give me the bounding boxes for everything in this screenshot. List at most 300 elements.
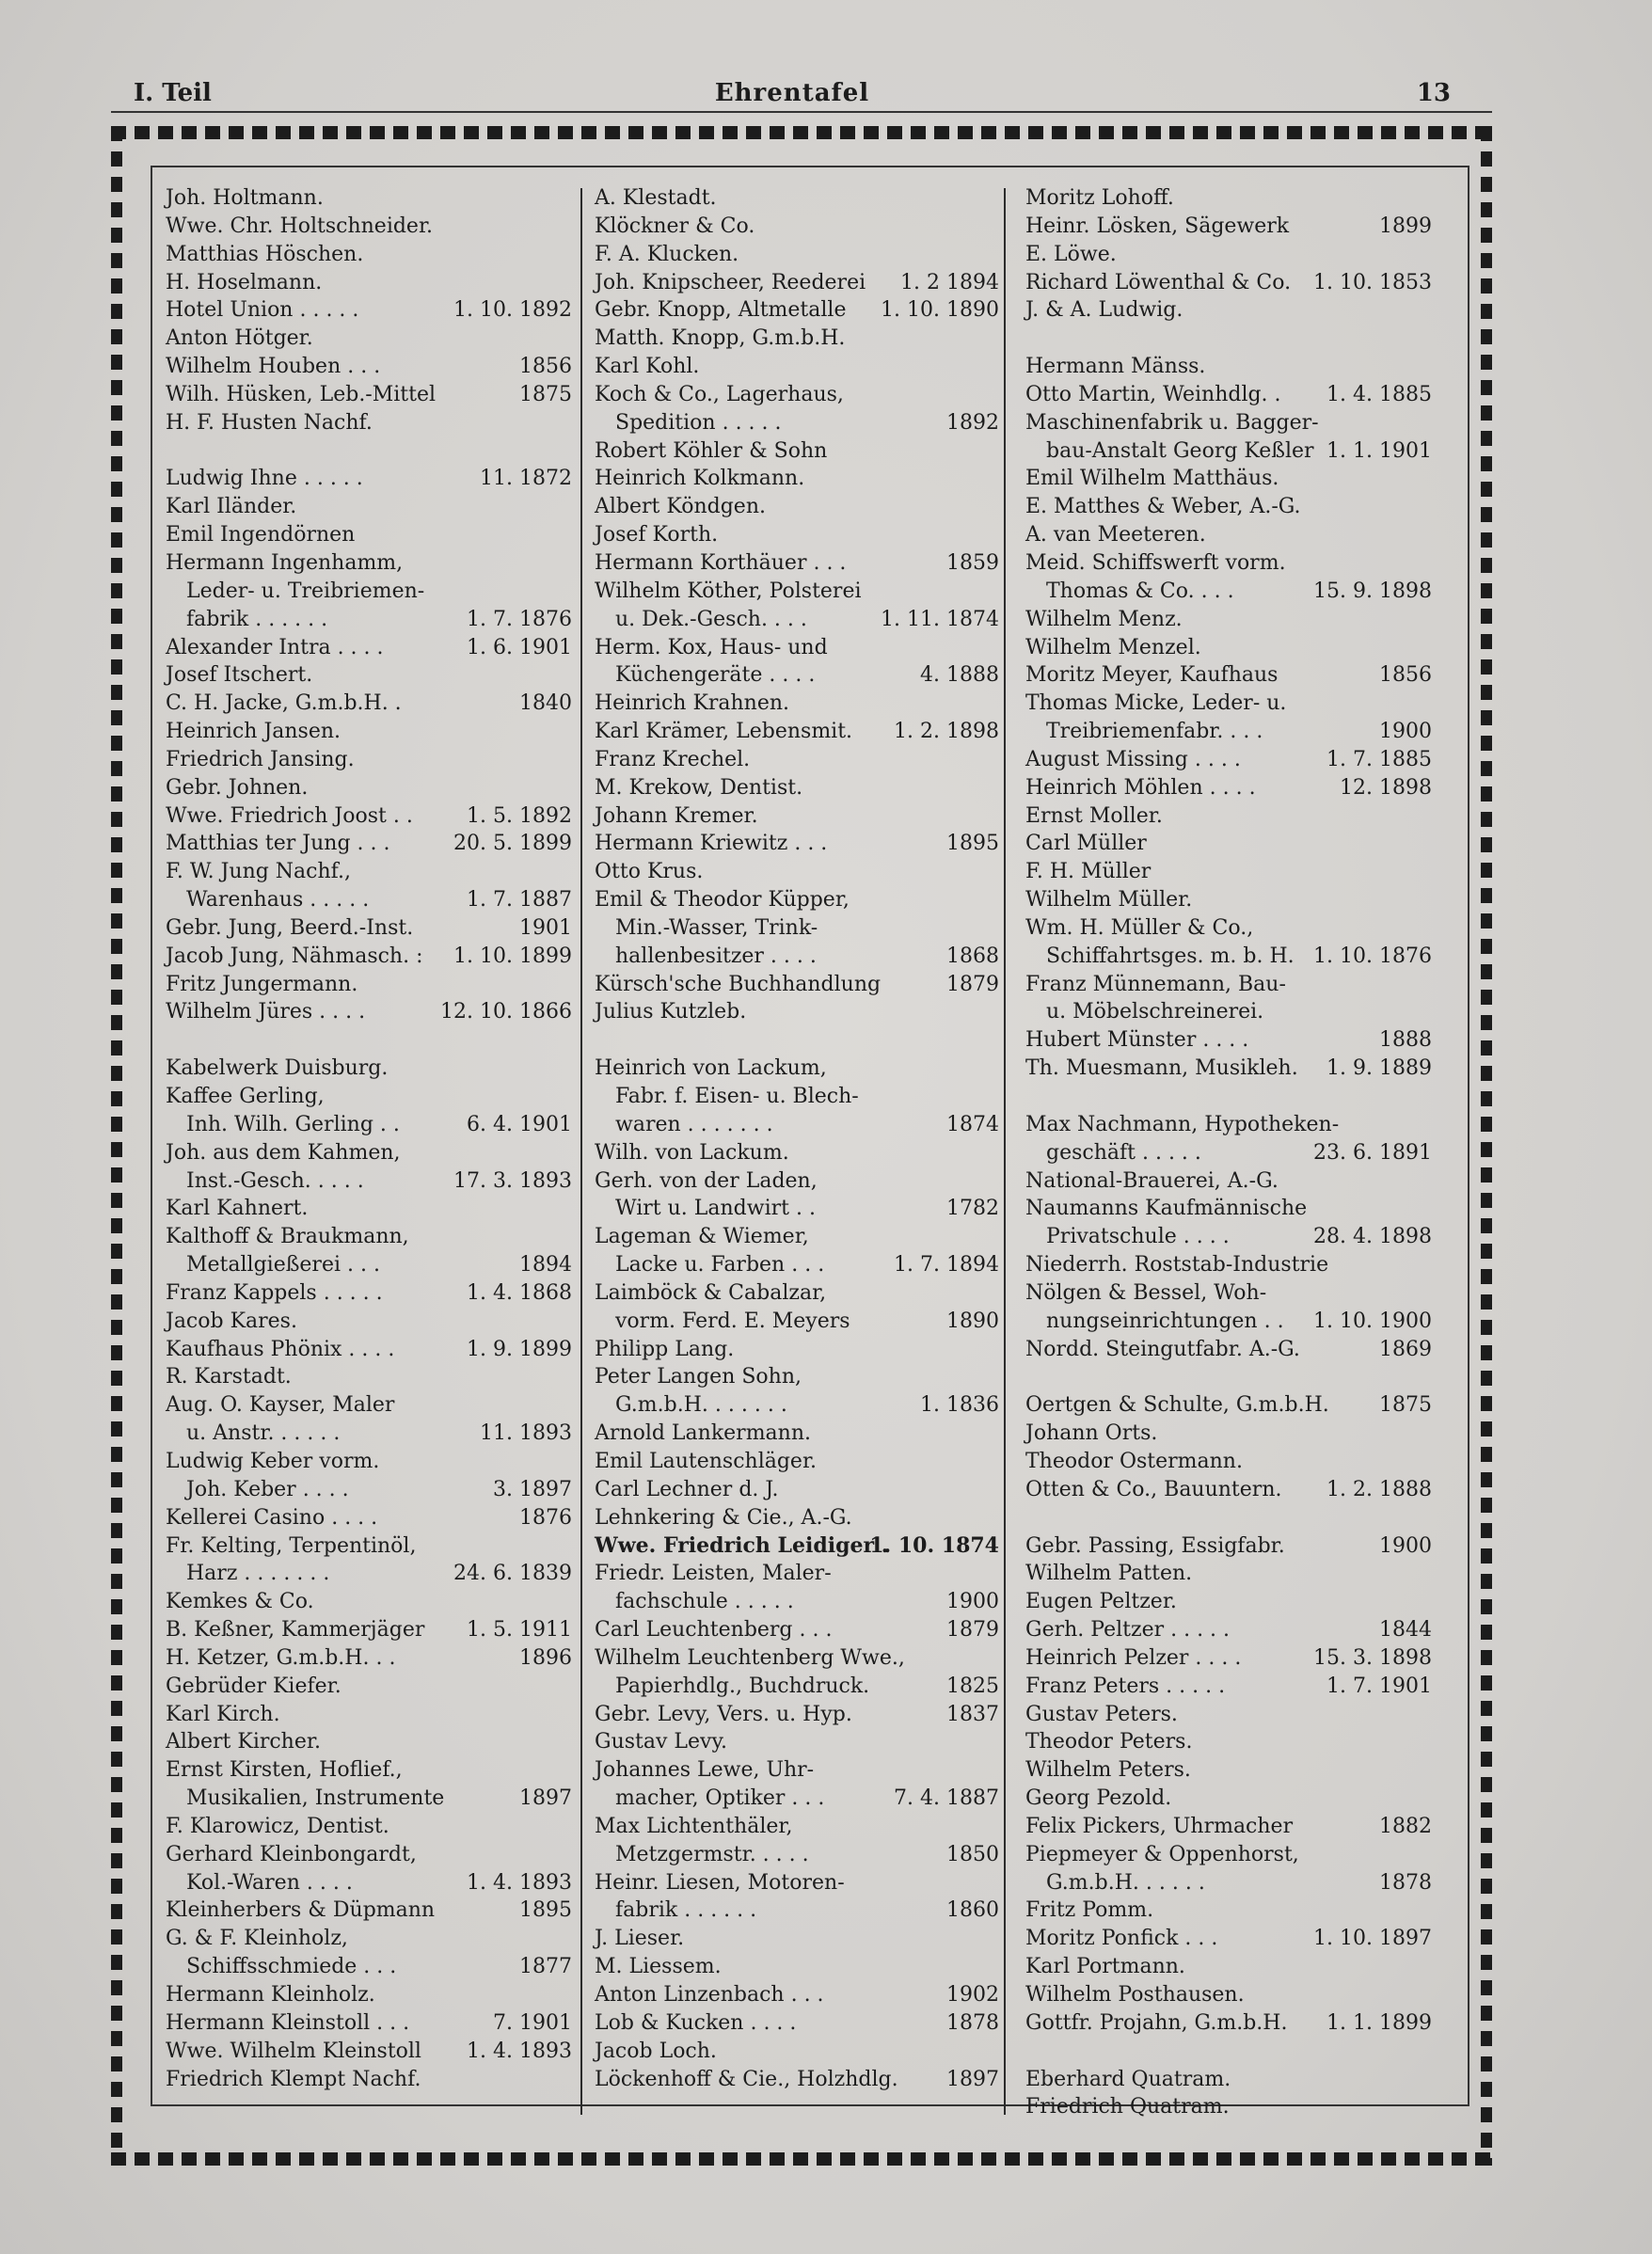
entry-date: 1. 1. 1899: [1326, 2010, 1432, 2035]
list-item: [595, 213, 999, 241]
spacer: [1025, 1363, 1432, 1391]
entry-name: Wilh. von Lackum.: [595, 1140, 789, 1165]
page-title: Ehrentafel: [714, 79, 870, 107]
entry-name: Klöckner & Co.: [595, 214, 755, 238]
entry-name: Wwe. Chr. Holtschneider.: [166, 214, 434, 238]
entry-name: Gebrüder Kiefer.: [166, 1674, 342, 1698]
list-item: [595, 1869, 999, 1897]
entry-name: Fabr. f. Eisen- u. Blech-: [615, 1085, 859, 1108]
entry-date: 1901: [519, 915, 572, 940]
entry-name: Karl Kohl.: [595, 355, 700, 379]
entry-name: Philipp Lang.: [595, 1337, 735, 1361]
entry-name: Kabelwerk Duisburg.: [166, 1056, 389, 1081]
entry-date: 1900: [1379, 720, 1432, 744]
list-item: [166, 998, 572, 1026]
list-item: [166, 914, 572, 943]
entry-date: 1876: [519, 1505, 572, 1530]
entry-name: Eugen Peltzer.: [1025, 1590, 1177, 1614]
entry-date: 11. 1872: [480, 467, 572, 491]
entry-name: hallenbesitzer . . . .: [615, 944, 817, 968]
list-item: [166, 521, 572, 549]
border-bottom: [111, 2152, 1492, 2166]
list-item: [595, 1701, 999, 1729]
entry-name: Gerhard Kleinbongardt,: [166, 1842, 417, 1866]
entry-name: Hermann Korthäuer . . .: [595, 550, 847, 575]
list-item: [166, 1195, 572, 1223]
entry-date: 15. 9. 1898: [1313, 579, 1432, 603]
entry-name: Matthias ter Jung . . .: [166, 832, 390, 856]
entry-name: Wilhelm Jüres . . . .: [166, 1000, 366, 1024]
list-item: [166, 634, 572, 662]
entry-name: Theodor Ostermann.: [1025, 1449, 1243, 1473]
page-number: 13: [1416, 79, 1451, 107]
list-item: [166, 1644, 572, 1673]
entry-date: 1900: [1379, 1533, 1432, 1558]
entry-date: 1875: [519, 382, 572, 406]
entry-date: 1. 5. 1892: [467, 803, 572, 828]
list-item: [166, 465, 572, 493]
entry-name: Hermann Kleinholz.: [166, 1983, 375, 2007]
list-item: [1025, 746, 1432, 774]
list-item: [1025, 1111, 1432, 1139]
entry-name: u. Möbelschreinerei.: [1046, 1000, 1264, 1024]
list-item: [1025, 1448, 1432, 1476]
list-item: [166, 1701, 572, 1729]
list-item: [166, 409, 572, 437]
list-item: [166, 381, 572, 409]
entry-date: 28. 4. 1898: [1313, 1225, 1432, 1249]
entry-date: 1897: [519, 1786, 572, 1811]
list-item: [1025, 606, 1432, 634]
list-item: [166, 1925, 572, 1953]
list-item: [595, 1363, 999, 1391]
entry-name: Gebr. Johnen.: [166, 775, 309, 800]
entry-name: Nölgen & Bessel, Woh-: [1025, 1280, 1267, 1305]
entry-name: Nordd. Steingutfabr. A.-G.: [1025, 1337, 1300, 1361]
list-item: [1025, 858, 1432, 886]
entry-name: August Missing . . . .: [1025, 747, 1241, 771]
list-item: [595, 1981, 999, 2009]
entry-date: 1882: [1379, 1814, 1432, 1838]
list-item: [166, 774, 572, 802]
list-item: [166, 830, 572, 858]
entry-name: H. Hoselmann.: [166, 270, 323, 294]
list-item: [1025, 1195, 1432, 1223]
list-item: [595, 998, 999, 1026]
entry-name: Inst.-Gesch. . . . .: [186, 1168, 364, 1193]
entry-date: 1860: [946, 1898, 999, 1923]
entry-name: Wwe. Friedrich Joost . .: [166, 803, 413, 828]
list-item: [1025, 1981, 1432, 2009]
entry-name: Albert Köndgen.: [595, 495, 766, 519]
entry-date: 1. 7. 1887: [467, 888, 572, 913]
entry-name: Fritz Pomm.: [1025, 1898, 1154, 1923]
list-item: [166, 718, 572, 746]
list-item: [166, 690, 572, 718]
entry-name: geschäft . . . . .: [1046, 1140, 1201, 1165]
entry-name: G.m.b.H. . . . . .: [1046, 1870, 1205, 1895]
header-rule: [111, 111, 1492, 113]
list-item: [166, 1391, 572, 1420]
entry-date: 1850: [946, 1842, 999, 1866]
list-item: [595, 353, 999, 381]
entry-name: Franz Kappels . . . . .: [166, 1280, 383, 1305]
entry-name: Metzgermstr. . . . .: [615, 1842, 809, 1866]
column-1: [166, 184, 572, 2093]
entry-name: Wilhelm Houben . . .: [166, 355, 381, 379]
entry-name: E. Matthes & Weber, A.-G.: [1025, 495, 1301, 519]
entry-name: Wilhelm Patten.: [1025, 1562, 1193, 1586]
entry-name: vorm. Ferd. E. Meyers: [615, 1309, 850, 1333]
entry-name: Joh. Holtmann.: [166, 186, 324, 210]
list-item: [166, 1953, 572, 1981]
entry-name: Julius Kutzleb.: [595, 1000, 747, 1024]
column-2: [595, 184, 999, 2093]
entry-name: Heinrich Möhlen . . . .: [1025, 775, 1256, 800]
entry-name: Emil Ingendörnen: [166, 523, 356, 548]
list-item: [1025, 774, 1432, 802]
entry-name: H. Ketzer, G.m.b.H. . .: [166, 1645, 396, 1670]
entry-date: 1856: [1379, 663, 1432, 688]
entry-name: Josef Korth.: [595, 523, 719, 548]
entry-name: B. Keßner, Kammerjäger: [166, 1618, 425, 1643]
entry-name: Privatschule . . . .: [1046, 1225, 1230, 1249]
list-item: [166, 1616, 572, 1644]
entry-name: Heinrich von Lackum,: [595, 1056, 827, 1081]
list-item: [595, 606, 999, 634]
entry-name: fabrik . . . . . .: [186, 607, 328, 631]
list-item: [595, 578, 999, 606]
entry-name: Georg Pezold.: [1025, 1786, 1172, 1811]
list-item: [595, 1560, 999, 1588]
border-right: [1481, 126, 1492, 2166]
entry-name: Heinrich Krahnen.: [595, 691, 790, 716]
entry-name: Lob & Kucken . . . .: [595, 2010, 797, 2035]
list-item: [1025, 1644, 1432, 1673]
list-item: [1025, 1813, 1432, 1841]
entry-name: Niederrh. Roststab-Industrie: [1025, 1253, 1329, 1278]
list-item: [166, 325, 572, 353]
entry-date: 1844: [1379, 1618, 1432, 1643]
list-item: [595, 943, 999, 971]
entry-name: Carl Müller: [1025, 832, 1147, 856]
entry-date: 1894: [519, 1253, 572, 1278]
entry-name: Friedr. Leisten, Maler-: [595, 1562, 832, 1586]
list-item: [166, 1728, 572, 1756]
list-item: [166, 1532, 572, 1561]
list-item: [1025, 1728, 1432, 1756]
list-item: [1025, 1701, 1432, 1729]
part-label: I. Teil: [134, 79, 212, 107]
entry-date: 11. 1893: [480, 1421, 572, 1446]
entry-date: 1899: [1379, 214, 1432, 238]
entry-name: J. Lieser.: [595, 1927, 685, 1951]
entry-date: 1878: [946, 2010, 999, 2035]
list-item: [1025, 1841, 1432, 1869]
entry-date: 1890: [946, 1309, 999, 1333]
list-item: [166, 1308, 572, 1336]
entry-name: Gebr. Knopp, Altmetalle: [595, 298, 847, 323]
entry-name: Schiffahrtsges. m. b. H.: [1046, 944, 1295, 968]
entry-name: Gebr. Passing, Essigfabr.: [1025, 1533, 1285, 1558]
entry-date: 1895: [519, 1898, 572, 1923]
list-item: [166, 1673, 572, 1701]
list-item: [1025, 578, 1432, 606]
list-item: [1025, 1223, 1432, 1251]
entry-name: F. H. Müller: [1025, 860, 1152, 884]
entry-date: 1. 2. 1888: [1326, 1477, 1432, 1501]
list-item: [595, 1785, 999, 1813]
entry-name: Max Nachmann, Hypotheken-: [1025, 1112, 1340, 1136]
entry-name: Kaffee Gerling,: [166, 1085, 325, 1108]
entry-date: 1868: [946, 944, 999, 968]
list-item: [595, 296, 999, 325]
list-item: [166, 2009, 572, 2038]
list-item: [595, 269, 999, 297]
entry-name: Oertgen & Schulte, G.m.b.H.: [1025, 1393, 1329, 1418]
entry-name: Moritz Meyer, Kaufhaus: [1025, 663, 1279, 688]
list-item: [595, 718, 999, 746]
entry-date: 1. 9. 1889: [1326, 1056, 1432, 1081]
entry-name: Maschinenfabrik u. Bagger-: [1025, 410, 1319, 435]
list-item: [166, 1083, 572, 1111]
list-item: [166, 578, 572, 606]
list-item: [1025, 1560, 1432, 1588]
list-item: [595, 1841, 999, 1869]
list-item: [595, 1813, 999, 1841]
list-item: [1025, 2066, 1432, 2094]
entry-name: Johannes Lewe, Uhr-: [595, 1758, 815, 1783]
entry-date: 7. 4. 1887: [894, 1786, 999, 1811]
entry-date: 1. 10. 1892: [453, 298, 572, 323]
list-item: [166, 1869, 572, 1897]
list-item: [1025, 1308, 1432, 1336]
entry-name: u. Dek.-Gesch. . . .: [615, 607, 807, 631]
running-head: [134, 79, 1451, 113]
entry-name: u. Anstr. . . . . .: [186, 1421, 341, 1446]
list-item: [1025, 802, 1432, 831]
list-item: [1025, 1785, 1432, 1813]
entry-date: 1859: [946, 550, 999, 575]
entry-name: Schiffsschmiede . . .: [186, 1955, 397, 1979]
entry-name: Piepmeyer & Oppenhorst,: [1025, 1842, 1299, 1866]
entry-name: Kalthoff & Braukmann,: [166, 1225, 409, 1249]
list-item: [1025, 1673, 1432, 1701]
list-item: [595, 1588, 999, 1616]
list-item: [595, 1391, 999, 1420]
entry-name: Thomas Micke, Leder- u.: [1025, 691, 1287, 716]
entry-name: Ernst Kirsten, Hoflief.,: [166, 1758, 403, 1783]
list-item: [1025, 1476, 1432, 1504]
entry-name: Matth. Knopp, G.m.b.H.: [595, 326, 846, 351]
entry-date: 3. 1897: [493, 1477, 572, 1501]
entry-date: 15. 3. 1898: [1313, 1645, 1432, 1670]
entry-date: 1897: [946, 2067, 999, 2091]
entry-name: Kemkes & Co.: [166, 1590, 314, 1614]
entry-name: Papierhdlg., Buchdruck.: [615, 1674, 870, 1698]
list-item: [166, 886, 572, 914]
entry-name: Josef Itschert.: [166, 663, 313, 688]
list-item: [595, 1195, 999, 1223]
list-item: [1025, 241, 1432, 269]
list-item: [1025, 886, 1432, 914]
list-item: [166, 1336, 572, 1364]
entry-name: Wilhelm Leuchtenberg Wwe.,: [595, 1645, 905, 1670]
list-item: [1025, 718, 1432, 746]
entry-date: 7. 1901: [493, 2010, 572, 2035]
entry-name: fachschule . . . . .: [615, 1590, 794, 1614]
list-item: [595, 1897, 999, 1925]
entry-name: A. Klestadt.: [595, 186, 717, 210]
list-item: [166, 1476, 572, 1504]
list-item: [595, 1251, 999, 1279]
list-item: [1025, 1897, 1432, 1925]
entry-name: Otten & Co., Bauuntern.: [1025, 1477, 1282, 1501]
list-item: [166, 549, 572, 578]
list-item: [595, 1448, 999, 1476]
list-item: [1025, 1532, 1432, 1561]
entry-name: C. H. Jacke, G.m.b.H. .: [166, 691, 402, 716]
list-item: [1025, 943, 1432, 971]
column-3: [1025, 184, 1432, 2121]
list-item: [595, 1420, 999, 1448]
list-item: [595, 858, 999, 886]
list-item: [1025, 493, 1432, 521]
entry-date: 1875: [1379, 1393, 1432, 1418]
entry-name: G. & F. Kleinholz,: [166, 1927, 348, 1951]
spacer: [595, 1026, 999, 1055]
entry-name: Franz Münnemann, Bau-: [1025, 972, 1286, 996]
entry-name: Kol.-Waren . . . .: [186, 1870, 353, 1895]
entry-name: Warenhaus . . . . .: [186, 888, 370, 913]
list-item: [166, 1560, 572, 1588]
list-item: [1025, 914, 1432, 943]
entry-name: Moritz Lohoff.: [1025, 186, 1174, 210]
entry-date: 1888: [1379, 1028, 1432, 1053]
list-item: [1025, 409, 1432, 437]
entry-name: J. & A. Ludwig.: [1025, 298, 1183, 323]
list-item: [595, 1644, 999, 1673]
entry-date: 1. 7. 1885: [1326, 747, 1432, 771]
entry-date: 1. 4. 1868: [467, 1280, 572, 1305]
list-item: [1025, 830, 1432, 858]
list-item: [595, 437, 999, 466]
entry-name: National-Brauerei, A.-G.: [1025, 1168, 1279, 1193]
entry-name: Fr. Kelting, Terpentinöl,: [166, 1533, 417, 1558]
entry-date: 1. 10. 1899: [453, 944, 572, 968]
entry-name: Jacob Kares.: [166, 1309, 297, 1333]
list-item: [1025, 1026, 1432, 1055]
list-item: [166, 1223, 572, 1251]
entry-name: Richard Löwenthal & Co.: [1025, 270, 1292, 294]
list-item: [166, 493, 572, 521]
entry-name: Johann Kremer.: [595, 803, 758, 828]
spacer: [166, 1026, 572, 1055]
entry-date: 1. 10. 1900: [1313, 1309, 1432, 1333]
list-item: [595, 1673, 999, 1701]
entry-name: Friedrich Klempt Nachf.: [166, 2067, 421, 2091]
spacer: [1025, 1083, 1432, 1111]
entry-name: Aug. O. Kayser, Maler: [166, 1393, 395, 1418]
list-item: [595, 1504, 999, 1532]
list-item: [595, 1476, 999, 1504]
list-item: [1025, 296, 1432, 325]
entry-date: 1. 10. 1853: [1313, 270, 1432, 294]
entry-name: Friedrich Jansing.: [166, 747, 355, 771]
list-item: [595, 1279, 999, 1308]
entry-name: F. W. Jung Nachf.,: [166, 860, 352, 884]
list-item: [166, 2038, 572, 2066]
list-item: [166, 353, 572, 381]
list-item: [595, 493, 999, 521]
list-item: [166, 1504, 572, 1532]
entry-name: Laimböck & Cabalzar,: [595, 1280, 827, 1305]
list-item: [1025, 2093, 1432, 2121]
entry-name: Carl Leuchtenberg . . .: [595, 1618, 833, 1643]
list-item: [595, 914, 999, 943]
list-item: [595, 774, 999, 802]
entry-date: 1. 9. 1899: [467, 1337, 572, 1361]
entry-name: Otto Krus.: [595, 860, 704, 884]
entry-name: Ludwig Ihne . . . . .: [166, 467, 363, 491]
list-item: [595, 1756, 999, 1785]
entry-date: 1. 11. 1874: [881, 607, 999, 631]
list-item: [166, 1756, 572, 1785]
entry-name: Gebr. Levy, Vers. u. Hyp.: [595, 1702, 852, 1726]
entry-name: F. Klarowicz, Dentist.: [166, 1814, 389, 1838]
entry-name: M. Liessem.: [595, 1955, 722, 1979]
entry-name: H. F. Husten Nachf.: [166, 410, 373, 435]
entry-name: Herm. Kox, Haus- und: [595, 635, 828, 659]
entry-date: 1. 5. 1911: [467, 1618, 572, 1643]
entry-date: 1. 7. 1894: [894, 1253, 999, 1278]
entry-name: Kleinherbers & Düpmann: [166, 1898, 436, 1923]
column-rule-1: [580, 188, 582, 2115]
list-item: [166, 1139, 572, 1167]
list-item: [595, 1308, 999, 1336]
entry-date: 1. 10. 1890: [881, 298, 999, 323]
entry-name: Alexander Intra . . . .: [166, 635, 384, 659]
list-item: [595, 690, 999, 718]
list-item: [595, 521, 999, 549]
entry-name: Friedrich Quatram.: [1025, 2095, 1230, 2119]
entry-date: 1896: [519, 1645, 572, 1670]
list-item: [1025, 549, 1432, 578]
entry-name: Wilhelm Köther, Polsterei: [595, 579, 862, 603]
entry-date: 1837: [946, 1702, 999, 1726]
list-item: [1025, 1251, 1432, 1279]
entry-name: G.m.b.H. . . . . . .: [615, 1393, 787, 1418]
spacer: [1025, 2038, 1432, 2066]
entry-name: Leder- u. Treibriemen-: [186, 579, 425, 603]
entry-name: Wilhelm Müller.: [1025, 888, 1193, 913]
entry-date: 1840: [519, 691, 572, 716]
list-item: [166, 1841, 572, 1869]
entry-date: 1. 7. 1876: [467, 607, 572, 631]
list-item: [166, 1111, 572, 1139]
entry-name: Eberhard Quatram.: [1025, 2067, 1231, 2091]
entry-name: nungseinrichtungen . .: [1046, 1309, 1284, 1333]
entry-date: 1. 2. 1898: [894, 720, 999, 744]
entry-date: 1. 4. 1885: [1326, 382, 1432, 406]
entry-name: Otto Martin, Weinhdlg. .: [1025, 382, 1281, 406]
entry-name: Johann Orts.: [1025, 1421, 1158, 1446]
entry-name: Meid. Schiffswerft vorm.: [1025, 550, 1286, 575]
list-item: [595, 1336, 999, 1364]
entry-name: Karl Kahnert.: [166, 1197, 309, 1221]
list-item: [595, 1616, 999, 1644]
entry-date: 1892: [946, 410, 999, 435]
